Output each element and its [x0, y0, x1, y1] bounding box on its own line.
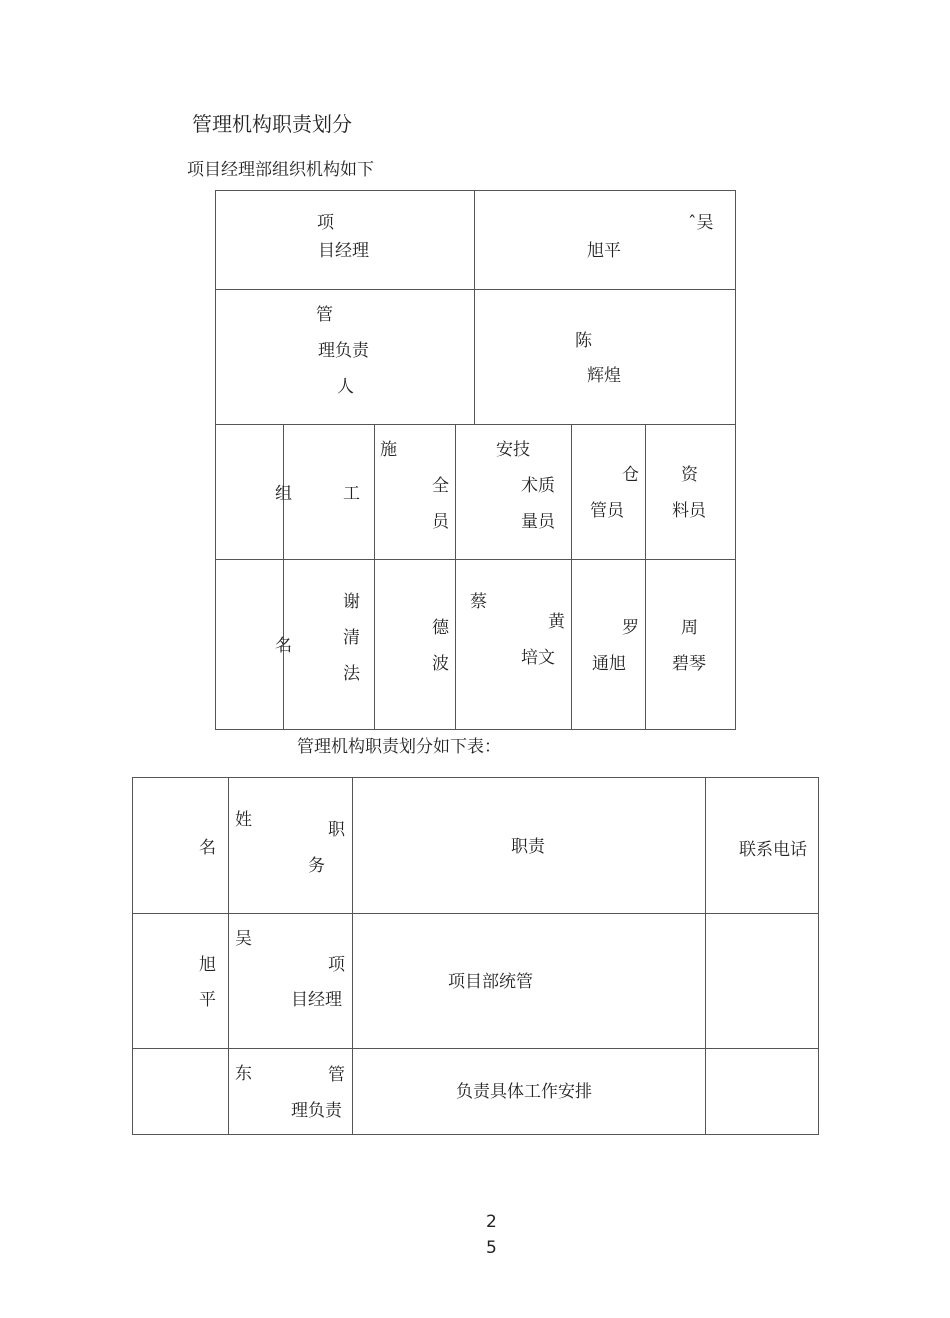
duty-col-divider-2	[352, 777, 353, 1135]
section-heading: 管理机构职责划分	[192, 112, 352, 136]
mgr-name-line2: 辉煌	[587, 366, 621, 386]
role-docs-line1: 资	[681, 465, 698, 485]
name-1-line1: 谢	[343, 592, 360, 612]
name-2-line2: 波	[432, 654, 449, 674]
row1-name-line2: 旭	[199, 955, 216, 975]
name-3-line1: 蔡	[470, 592, 487, 612]
duty-row-divider-2	[132, 1048, 819, 1049]
role-qa-line1: 安技	[496, 440, 530, 460]
name-4-line1: 罗	[622, 618, 639, 638]
role-construction: 工	[343, 484, 360, 504]
header-post-line2: 务	[308, 856, 325, 876]
duty-col-divider-1	[228, 777, 229, 1135]
row1-post-line2: 目经理	[291, 990, 342, 1010]
name-1-line2: 清	[343, 628, 360, 648]
mgr-label-line3: 人	[337, 377, 354, 397]
row1-duty: 项目部统管	[448, 972, 533, 992]
name-3-line2: 黄	[548, 612, 565, 632]
row1-post-line1: 项	[328, 955, 345, 975]
page-number-line1: 2	[486, 1212, 497, 1232]
header-name-line1: 姓	[235, 810, 252, 830]
row2-post-line2: 理负责	[291, 1101, 342, 1121]
row2-duty: 负责具体工作安排	[456, 1082, 592, 1102]
name-2-line1: 德	[432, 618, 449, 638]
mgr-label-line1: 管	[316, 305, 333, 325]
group-label: 组	[275, 484, 292, 504]
org-col-divider-3	[455, 424, 456, 730]
org-col-divider-4	[571, 424, 572, 730]
pm-label-line2: 目经理	[318, 241, 369, 261]
page-number-line2: 5	[486, 1238, 497, 1258]
name-5-line2: 碧琴	[672, 654, 706, 674]
row1-name-line1: 吴	[235, 929, 252, 949]
name-3-line3: 培文	[521, 648, 555, 668]
row1-name-line3: 平	[199, 990, 216, 1010]
duty-col-divider-3	[705, 777, 706, 1135]
role-qa-line3: 量员	[521, 512, 555, 532]
duty-table-caption: 管理机构职责划分如下表：	[297, 737, 501, 757]
role-safety-line2: 全	[432, 476, 449, 496]
org-col-divider-2	[374, 424, 375, 730]
name-5-line1: 周	[681, 618, 698, 638]
org-col-divider-5	[645, 424, 646, 730]
header-name-line2: 名	[199, 838, 216, 858]
role-qa-line2: 术质	[521, 476, 555, 496]
org-table-border	[215, 190, 736, 730]
role-storage-line1: 仓	[622, 465, 639, 485]
org-col-divider-1	[283, 424, 284, 730]
org-row-divider-2	[215, 424, 736, 425]
row2-name-line1: 东	[235, 1064, 252, 1084]
role-docs-line2: 料员	[672, 501, 706, 521]
header-duty: 职责	[511, 837, 545, 857]
header-phone: 联系电话	[739, 840, 807, 860]
group-name-label: 名	[275, 636, 292, 656]
pm-name-line2: 旭平	[587, 241, 621, 261]
org-col-divider-top	[474, 190, 475, 424]
org-row-divider-3	[215, 559, 736, 560]
mgr-name-line1: 陈	[575, 331, 592, 351]
name-1-line3: 法	[343, 664, 360, 684]
row2-post-line1: 管	[328, 1065, 345, 1085]
role-safety-line1: 施	[380, 440, 397, 460]
org-intro-text: 项目经理部组织机构如下	[187, 160, 374, 180]
pm-label-line1: 项	[317, 213, 334, 233]
pm-name-line1: ˆ吴	[688, 213, 714, 233]
role-safety-line3: 员	[432, 512, 449, 532]
role-storage-line2: 管员	[590, 501, 624, 521]
header-post-line1: 职	[328, 820, 345, 840]
mgr-label-line2: 理负责	[318, 341, 369, 361]
duty-row-divider-1	[132, 913, 819, 914]
org-row-divider-1	[215, 289, 736, 290]
name-4-line2: 通旭	[592, 654, 626, 674]
